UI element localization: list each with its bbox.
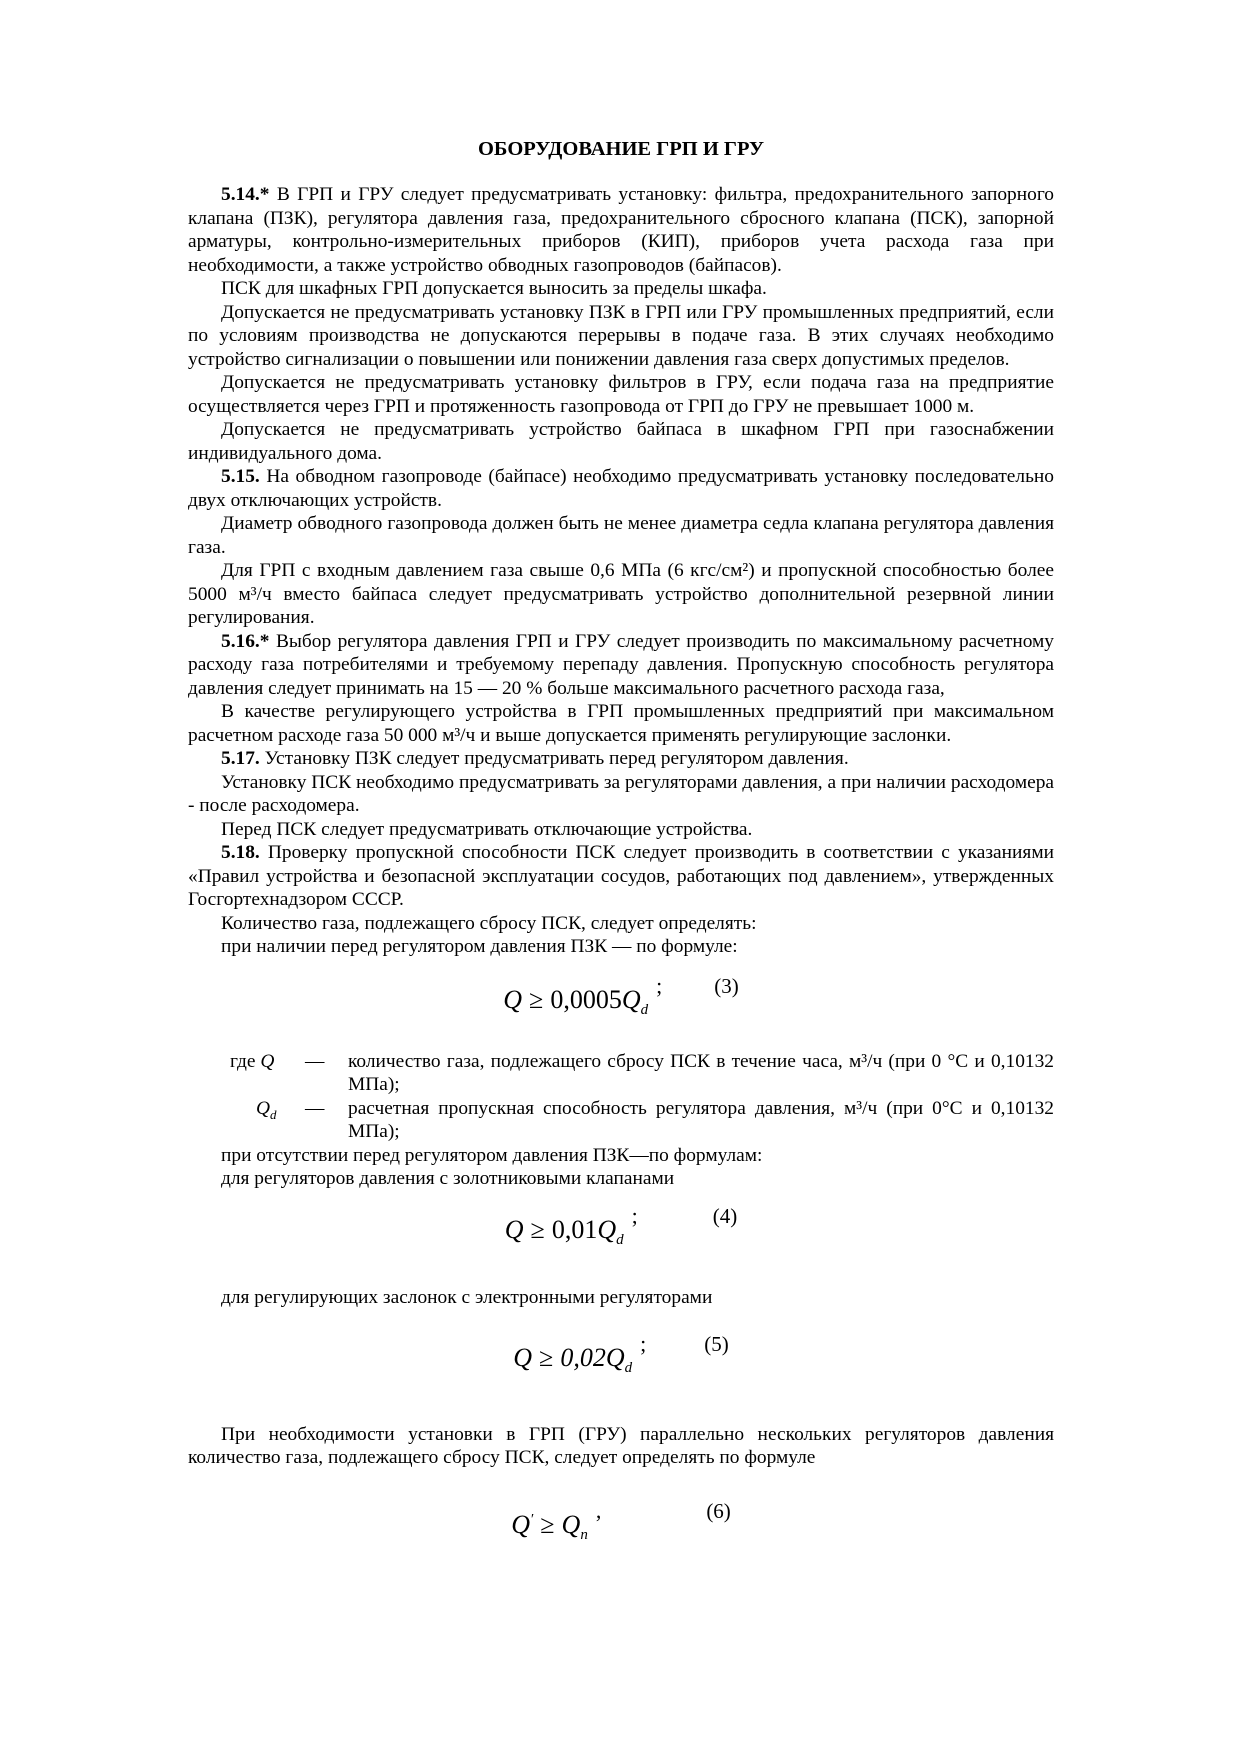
paragraph-text: для регуляторов давления с золотниковыми клапанами	[221, 1168, 675, 1190]
paragraph-electronic-regulators	[188, 1286, 1054, 1310]
formula-coefficient: 0,0005	[550, 984, 622, 1014]
paragraph-psk-placement	[188, 771, 1054, 818]
definition-text: расчетная пропускная способность регулятора давления, м³/ч (при 0°С и 0,10132 МПа);	[348, 1097, 1054, 1143]
symbol-definitions	[188, 1050, 1054, 1144]
greater-equal-operator: ≥	[529, 984, 544, 1014]
formula-var-qn: Q	[561, 1509, 581, 1539]
paragraph-no-pzk-allowed	[188, 301, 1054, 372]
formula-punctuation: ;	[656, 972, 663, 998]
formula-var-qd: Q	[597, 1214, 617, 1244]
paragraph-no-bypass-allowed	[188, 418, 1054, 465]
paragraph-text: На обводном газопроводе (байпасе) необходимо предусматривать установку последовательно двух отключающих устройств.	[188, 466, 1054, 511]
clause-number-5-14: 5.14.*	[221, 184, 270, 205]
formula-4-expression	[505, 1201, 624, 1248]
paragraph-shutoff-before-psk	[188, 818, 1054, 842]
paragraph-text: ПСК для шкафных ГРП допускается выносить за пределы шкафа.	[221, 278, 767, 299]
paragraph-5-15	[188, 465, 1054, 512]
formula-coefficient: 0,02	[560, 1343, 606, 1373]
paragraph-text: Выбор регулятора давления ГРП и ГРУ следует производить по максимальному расчетному расходу газа потребителями и требуемому перепаду давления. Пропускную способность регулятора давления следует принимать на 15 — 20 % больше максимального расчетного расхода газа,	[188, 630, 1054, 699]
formula-number: (4)	[712, 1203, 738, 1228]
clause-number-5-16: 5.16.*	[221, 630, 270, 652]
paragraph-throttle-valves	[188, 700, 1054, 747]
paragraph-no-filters-allowed	[188, 371, 1054, 418]
greater-equal-operator: ≥	[530, 1214, 545, 1244]
formula-3	[188, 971, 1054, 1018]
greater-equal-operator: ≥	[539, 1343, 554, 1373]
definition-row-qd	[188, 1097, 1054, 1144]
formula-number: (3)	[714, 973, 739, 998]
formula-5-expression	[513, 1329, 632, 1376]
formula-var-q: Q	[504, 1214, 524, 1244]
formula-subscript: d	[616, 1231, 624, 1248]
formula-number: (5)	[704, 1332, 729, 1357]
paragraph-spool-valves	[188, 1167, 1054, 1191]
formula-punctuation: ;	[640, 1331, 647, 1357]
formula-4	[188, 1201, 1054, 1248]
formula-5	[188, 1329, 1054, 1376]
formula-var-q-prime: Q	[511, 1509, 530, 1539]
paragraph-5-16	[188, 630, 1054, 701]
paragraph-text: Допускается не предусматривать устройство байпаса в шкафном ГРП при газоснабжении индивидуального дома.	[188, 419, 1054, 464]
paragraph-psk-cabinet	[188, 277, 1054, 301]
paragraph-text: Установку ПСК необходимо предусматривать за регуляторами давления, а при наличии расходомера - после расходомера.	[188, 771, 1054, 816]
formula-punctuation: ,	[595, 1497, 602, 1523]
paragraph-text: Допускается не предусматривать установку фильтров в ГРУ, если подача газа на предприятие осуществляется через ГРП и протяженность газопровода от ГРП до ГРУ не превышает 1000 м.	[188, 372, 1054, 417]
symbol-q: Q	[260, 1050, 275, 1072]
greater-equal-operator: ≥	[540, 1509, 555, 1539]
paragraph-text: при отсутствии перед регулятором давления ПЗК—по формулам:	[221, 1144, 763, 1166]
paragraph-text: При необходимости установки в ГРП (ГРУ) параллельно нескольких регуляторов давления количество газа, подлежащего сбросу ПСК, следует определять по формуле	[188, 1423, 1054, 1469]
definition-dash: —	[305, 1097, 325, 1119]
paragraph-text: Для ГРП с входным давлением газа свыше 0,6 МПа (6 кгс/см²) и пропускной способностью более 5000 м³/ч вместо байпаса следует предусматривать устройство дополнительной резервной линии регулирования.	[188, 560, 1054, 628]
symbol-qd-subscript: d	[270, 1106, 277, 1122]
paragraph-text: Допускается не предусматривать установку ПЗК в ГРП или ГРУ промышленных предприятий, если по условиям производства не допускаются перерывы в подаче газа. В этих случаях необходимо устройство сигнализации о повышении или понижении давления газа сверх допустимых пределов.	[188, 301, 1054, 370]
formula-var-qd: Q	[605, 1343, 625, 1373]
clause-number-5-17: 5.17.	[221, 748, 260, 769]
formula-subscript: d	[640, 1001, 649, 1018]
formula-6	[188, 1496, 1054, 1543]
formula-subscript: d	[624, 1360, 633, 1377]
paragraph-5-17	[188, 747, 1054, 771]
paragraph-without-pzk	[188, 1144, 1054, 1168]
paragraph-5-14	[188, 183, 1054, 277]
formula-prime: ′	[529, 1510, 534, 1527]
formula-var-q: Q	[513, 1343, 533, 1373]
symbol-qd: Q	[256, 1097, 271, 1119]
definition-dash: —	[305, 1050, 325, 1072]
paragraph-gas-amount-intro	[188, 912, 1054, 936]
clause-number-5-18: 5.18.	[221, 842, 260, 863]
formula-punctuation: ;	[631, 1202, 638, 1228]
paragraph-bypass-diameter	[188, 512, 1054, 559]
paragraph-text: Диаметр обводного газопровода должен быть не менее диаметра седла клапана регулятора давления газа.	[188, 513, 1054, 558]
formula-var-qd: Q	[621, 984, 641, 1014]
formula-6-expression	[511, 1496, 588, 1543]
paragraph-text: для регулирующих заслонок с электронными регуляторами	[221, 1286, 713, 1308]
paragraph-text: при наличии перед регулятором давления ПЗК — по формуле:	[221, 936, 738, 957]
paragraph-text: Количество газа, подлежащего сбросу ПСК, следует определять:	[221, 912, 757, 934]
paragraph-text: В ГРП и ГРУ следует предусматривать установку: фильтра, предохранительного запорного клапана (ПЗК), регулятора давления газа, предохранительного сбросного клапана (ПСК), запорной арматуры, контрольно-измерительных приборов (КИП), приборов учета расхода газа при необходимости, а также устройство обводных газопроводов (байпасов).	[188, 184, 1054, 276]
paragraph-parallel-regulators	[188, 1423, 1054, 1470]
definition-term	[188, 1097, 305, 1126]
where-label: где	[230, 1050, 256, 1072]
definition-term	[188, 1050, 305, 1074]
formula-subscript: n	[580, 1526, 588, 1543]
clause-number-5-15: 5.15.	[221, 466, 260, 487]
paragraph-text: Перед ПСК следует предусматривать отключающие устройства.	[221, 818, 753, 840]
definition-text: количество газа, подлежащего сбросу ПСК в течение часа, м³/ч (при 0 °С и 0,10132 МПа);	[348, 1050, 1054, 1096]
formula-coefficient: 0,01	[551, 1214, 598, 1244]
formula-number: (6)	[706, 1498, 731, 1523]
paragraph-with-pzk-formula	[188, 935, 1054, 959]
paragraph-5-18	[188, 841, 1054, 912]
paragraph-text: Установку ПЗК следует предусматривать перед регулятором давления.	[259, 748, 849, 769]
formula-var-q: Q	[503, 984, 523, 1014]
page-title: ОБОРУДОВАНИЕ ГРП И ГРУ	[477, 138, 765, 160]
paragraph-text: В качестве регулирующего устройства в ГРП промышленных предприятий при максимальном расчетном расходе газа 50 000 м³/ч и выше допускается применять регулирующие заслонки.	[188, 701, 1054, 746]
formula-3-expression	[503, 971, 648, 1018]
document-content	[188, 137, 1054, 1543]
paragraph-text: Проверку пропускной способности ПСК следует производить в соответствии с указаниями «Правил устройства и безопасной эксплуатации сосудов, работающих под давлением», утвержденных Госгортехнадзором СССР.	[188, 842, 1054, 910]
paragraph-reserve-line	[188, 559, 1054, 630]
definition-row-q	[188, 1050, 1054, 1097]
